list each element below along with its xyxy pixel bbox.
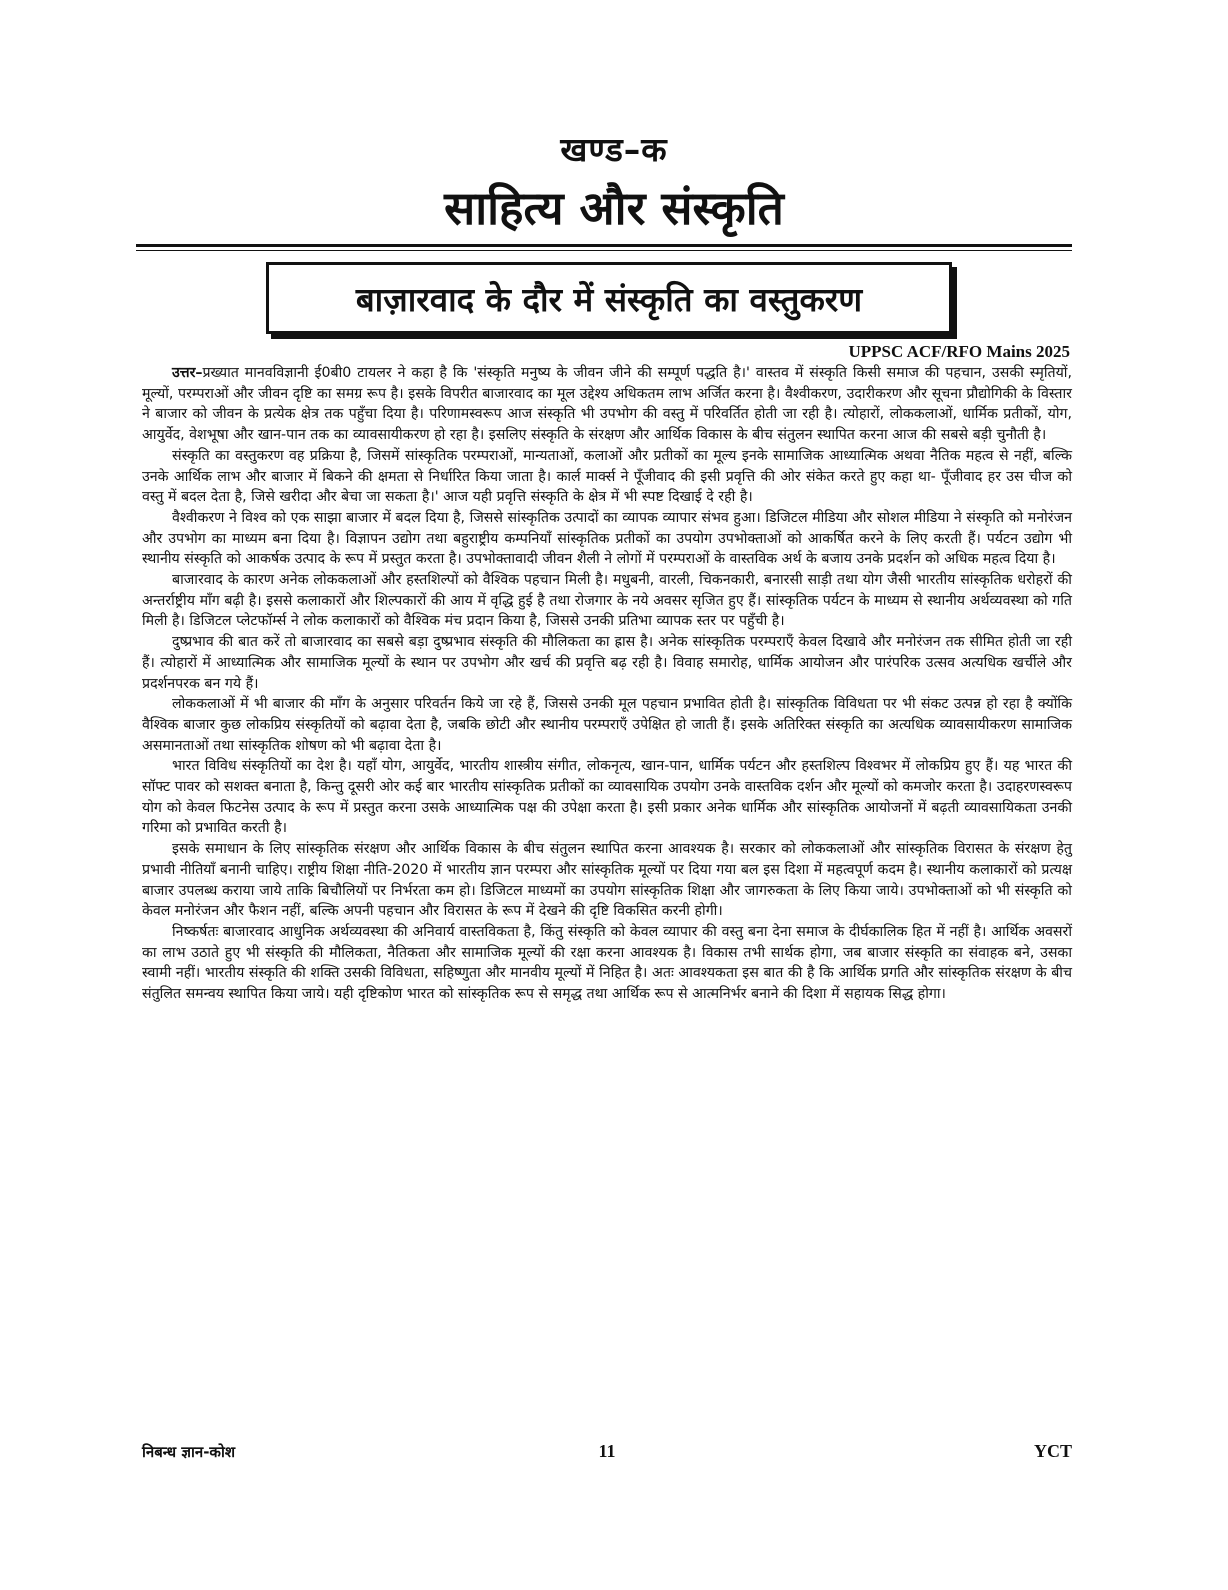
essay-body: [142, 363, 1072, 1005]
paragraph-9: निष्कर्षतः बाजारवाद आधुनिक अर्थव्यवस्था की अनिवार्य वास्तविकता है, किंतु संस्कृति को केवल व्यापार की वस्तु बना देना समाज के दीर्घकालिक हित में नहीं है। आर्थिक अवसरों का लाभ उठाते हुए भी संस्कृति की मौलिकता, नैतिकता और सामाजिक मूल्यों की रक्षा करना आवश्यक है। विकास तभी सार्थक होगा, जब बाजार संस्कृति का संवाहक बने, उसका स्वामी नहीं। भारतीय संस्कृति की शक्ति उसकी विविधता, सहिष्णुता और मानवीय मूल्यों में निहित है। अतः आवश्यकता इस बात की है कि आर्थिक प्रगति और सांस्कृतिक संरक्षण के बीच संतुलित समन्वय स्थापित किया जाये। यही दृष्टिकोण भारत को सांस्कृतिक रूप से समृद्ध तथा आर्थिक रूप से आत्मनिर्भर बनाने की दिशा में सहायक सिद्ध होगा।: [142, 923, 1072, 1003]
paragraph-3: वैश्वीकरण ने विश्व को एक साझा बाजार में बदल दिया है, जिससे सांस्कृतिक उत्पादों का व्यापक व्यापार संभव हुआ। डिजिटल मीडिया और सोशल मीडिया ने संस्कृति को मनोरंजन और उपभोग का माध्यम बना दिया है। विज्ञापन उद्योग तथा बहुराष्ट्रीय कम्पनियाँ सांस्कृतिक प्रतीकों का उपयोग उपभोक्ताओं को आकर्षित करने के लिए करती हैं। पर्यटन उद्योग भी स्थानीय संस्कृति को आकर्षक उत्पाद के रूप में प्रस्तुत करता है। उपभोक्तावादी जीवन शैली ने लोगों में परम्पराओं के वास्तविक अर्थ के बजाय उनके प्रदर्शन को अधिक महत्व दिया है।: [142, 509, 1072, 568]
paragraph-2: संस्कृति का वस्तुकरण वह प्रक्रिया है, जिसमें सांस्कृतिक परम्पराओं, मान्यताओं, कलाओं और प्रतीकों का मूल्य इनके सामाजिक आध्यात्मिक अथवा नैतिक महत्व से नहीं, बल्कि उनके आर्थिक लाभ और बाजार में बिकने की क्षमता से निर्धारित किया जाता है। कार्ल मार्क्स ने पूँजीवाद की इसी प्रवृत्ति की ओर संकेत करते हुए कहा था- पूँजीवाद हर उस चीज को वस्तु में बदल देता है, जिसे खरीदा और बेचा जा सकता है।' आज यही प्रवृत्ति संस्कृति के क्षेत्र में भी स्पष्ट दिखाई दे रही है।: [142, 447, 1072, 506]
paragraph-text: प्रख्यात मानवविज्ञानी ई0बी0 टायलर ने कहा है कि 'संस्कृति मनुष्य के जीवन जीने की सम्पूर्ण पद्धति है।' वास्तव में संस्कृति किसी समाज की पहचान, उसकी स्मृतियों, मूल्यों, परम्पराओं और जीवन दृष्टि का समग्र रूप है। इसके विपरीत बाजारवाद का मूल उद्देश्य अधिकतम लाभ अर्जित करना है। वैश्वीकरण, उदारीकरण और सूचना प्रौद्योगिकी के विस्तार ने बाजार को जीवन के प्रत्येक क्षेत्र तक पहुँचा दिया है। परिणामस्वरूप आज संस्कृति भी उपभोग की वस्तु में परिवर्तित होती जा रही है। त्योहारों, लोककलाओं, धार्मिक प्रतीकों, योग, आयुर्वेद, वेशभूषा और खान-पान तक का व्यावसायीकरण हो रहा है। इसलिए संस्कृति के संरक्षण और आर्थिक विकास के बीच संतुलन स्थापित करना आज की सबसे बड़ी चुनौती है।: [142, 365, 1072, 444]
paragraph-5: दुष्प्रभाव की बात करें तो बाजारवाद का सबसे बड़ा दुष्प्रभाव संस्कृति की मौलिकता का ह्रास है। अनेक सांस्कृतिक परम्पराएँ केवल दिखावे और मनोरंजन तक सीमित होती जा रही हैं। त्योहारों में आध्यात्मिक और सामाजिक मूल्यों के स्थान पर उपभोग और खर्च की प्रवृत्ति बढ़ रही है। विवाह समारोह, धार्मिक आयोजन और पारंपरिक उत्सव अत्यधिक खर्चीले और प्रदर्शनपरक बन गये हैं।: [142, 634, 1072, 692]
exam-source: UPPSC ACF/RFO Mains 2025: [848, 342, 1070, 361]
essay-title-box: [266, 262, 952, 334]
essay-title: बाज़ारवाद के दौर में संस्कृति का वस्तुकरण: [355, 279, 863, 319]
title-divider-thin: [136, 250, 1072, 251]
paragraph-8: इसके समाधान के लिए सांस्कृतिक संरक्षण और आर्थिक विकास के बीच संतुलन स्थापित करना आवश्यक है। सरकार को लोककलाओं और सांस्कृतिक विरासत के संरक्षण हेतु प्रभावी नीतियाँ बनानी चाहिए। राष्ट्रीय शिक्षा नीति-2020 में भारतीय ज्ञान परम्परा और सांस्कृतिक मूल्यों पर दिया गया बल इस दिशा में महत्वपूर्ण कदम है। स्थानीय कलाकारों को प्रत्यक्ष बाजार उपलब्ध कराया जाये ताकि बिचौलियों पर निर्भरता कम हो। डिजिटल माध्यमों का उपयोग सांस्कृतिक शिक्षा और जागरुकता के लिए किया जाये। उपभोक्ताओं को भी संस्कृति को केवल मनोरंजन और फैशन नहीं, बल्कि अपनी पहचान और विरासत के रूप में देखने की दृष्टि विकसित करनी होगी।: [142, 841, 1072, 920]
paragraph-4: बाजारवाद के कारण अनेक लोककलाओं और हस्तशिल्पों को वैश्विक पहचान मिली है। मधुबनी, वारली, चिकनकारी, बनारसी साड़ी तथा योग जैसी भारतीय सांस्कृतिक धरोहरों की अन्तर्राष्ट्रीय माँग बढ़ी है। इससे कलाकारों और शिल्पकारों की आय में वृद्धि हुई है तथा रोजगार के नये अवसर सृजित हुए हैं। सांस्कृतिक पर्यटन के माध्यम से स्थानीय अर्थव्यवस्था को गति मिली है। डिजिटल प्लेटफॉर्म्स ने लोक कलाकारों को वैश्विक मंच प्रदान किया है, जिससे उनकी प्रतिभा व्यापक स्तर पर पहुँची है।: [142, 572, 1072, 630]
page-title: साहित्य और संस्कृति: [444, 181, 784, 235]
paragraph-6: लोककलाओं में भी बाजार की माँग के अनुसार परिवर्तन किये जा रहे हैं, जिससे उनकी मूल पहचान प्रभावित होती है। सांस्कृतिक विविधता पर भी संकट उत्पन्न हो रहा है क्योंकि वैश्विक बाजार कुछ लोकप्रिय संस्कृतियों को बढ़ावा देता है, जबकि छोटी और स्थानीय परम्पराएँ उपेक्षित हो जाती हैं। इसके अतिरिक्त संस्कृति का अत्यधिक व्यावसायीकरण सामाजिक असमानताओं तथा सांस्कृतिक शोषण को भी बढ़ावा देता है।: [142, 696, 1072, 754]
page-footer: [142, 1442, 1072, 1472]
title-divider-thick: [136, 244, 1072, 247]
book-title: निबन्ध ज्ञान-कोश: [142, 1443, 236, 1461]
paragraph-7: भारत विविध संस्कृतियों का देश है। यहाँ योग, आयुर्वेद, भारतीय शास्त्रीय संगीत, लोकनृत्य, खान-पान, धार्मिक पर्यटन और हस्तशिल्प विश्वभर में लोकप्रिय हुए हैं। यह भारत की सॉफ्ट पावर को सशक्त बनाता है, किन्तु दूसरी ओर कई बार भारतीय सांस्कृतिक प्रतीकों का व्यावसायिक उपयोग उनके वास्तविक दर्शन और मूल्यों को कमजोर करता है। उदाहरणस्वरूप योग को केवल फिटनेस उत्पाद के रूप में प्रस्तुत करना उसके आध्यात्मिक पक्ष की उपेक्षा करता है। इसी प्रकार अनेक धार्मिक और सांस्कृतिक आयोजनों में बढ़ती व्यावसायिकता उनकी गरिमा को प्रभावित करती है।: [142, 758, 1072, 837]
answer-lead: उत्तर–: [172, 365, 203, 381]
publisher-name: YCT: [1033, 1441, 1072, 1461]
section-label: खण्ड–क: [560, 130, 668, 169]
paragraph-1: [142, 363, 1072, 446]
page-number: 11: [598, 1441, 616, 1461]
